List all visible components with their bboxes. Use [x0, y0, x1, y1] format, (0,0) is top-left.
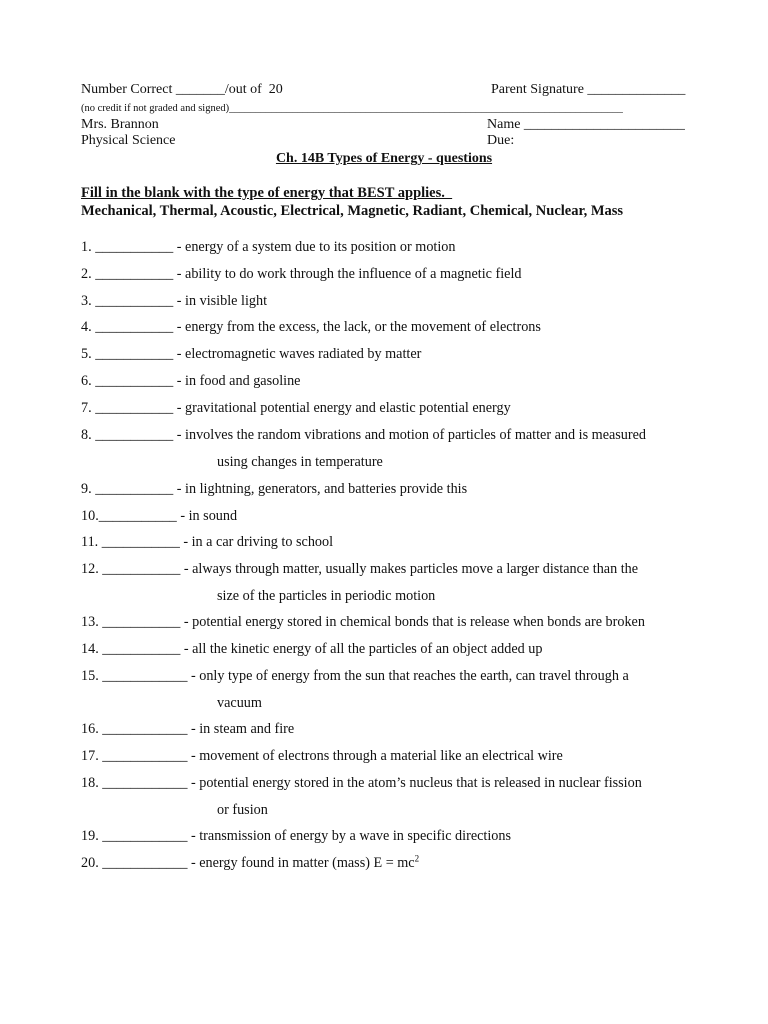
question-item	[81, 319, 541, 336]
question-text: 19. ____________ - transmission of energy by a wave in specific directions	[81, 828, 512, 844]
question-text: 7. ___________ - gravitational potential energy and elastic potential energy	[81, 400, 511, 416]
superscript: 2	[414, 853, 420, 864]
question-item	[81, 508, 237, 525]
question-item	[81, 828, 511, 845]
question-text: 2. ___________ - ability to do work through the influence of a magnetic field	[81, 266, 522, 282]
question-text: 4. ___________ - energy from the excess, the lack, or the movement of electrons	[81, 319, 541, 335]
student-name-field: Name _______________________	[487, 117, 685, 132]
number-correct: Number Correct _______/out of 20	[81, 82, 283, 97]
question-item	[81, 481, 467, 498]
question-text: 13. ___________ - potential energy stored in chemical bonds that is release when bonds are broken	[81, 614, 645, 630]
question-text: 9. ___________ - in lightning, generators, and batteries provide this	[81, 481, 468, 497]
question-text: 5. ___________ - electromagnetic waves radiated by matter	[81, 346, 422, 362]
question-item	[81, 427, 646, 471]
question-text: 14. ___________ - all the kinetic energy of all the particles of an object added up	[81, 641, 543, 657]
question-text: 1. ___________ - energy of a system due to its position or motion	[81, 239, 456, 255]
question-item	[81, 239, 456, 256]
teacher-name: Mrs. Brannon	[81, 117, 159, 132]
question-text: 8. ___________ - involves the random vibrations and motion of particles of matter and is measured	[81, 427, 647, 443]
question-item	[81, 775, 642, 819]
question-text: 16. ____________ - in steam and fire	[81, 721, 295, 737]
question-item	[81, 373, 300, 390]
question-continuation: vacuum	[217, 695, 262, 711]
question-continuation: or fusion	[217, 802, 268, 818]
question-item	[81, 534, 333, 551]
parent-signature: Parent Signature ______________	[491, 82, 686, 97]
due-field: Due:	[487, 133, 515, 148]
question-item	[81, 561, 638, 605]
worksheet-title	[0, 151, 768, 167]
question-text: 10.___________ - in sound	[81, 508, 238, 524]
question-text: 6. ___________ - in food and gasoline	[81, 373, 301, 389]
question-text: 11. ___________ - in a car driving to school	[81, 534, 334, 550]
question-continuation: using changes in temperature	[217, 454, 383, 470]
energy-types-list: Mechanical, Thermal, Acoustic, Electrical, Magnetic, Radiant, Chemical, Nuclear, Mass	[81, 203, 624, 219]
question-text: 20. ____________ - energy found in matter (mass) E = mc	[81, 855, 415, 871]
question-item	[81, 400, 511, 417]
instructions: Fill in the blank with the type of energy that BEST applies.	[81, 185, 453, 201]
question-item	[81, 614, 645, 631]
question-item	[81, 266, 522, 283]
question-text: 15. ____________ - only type of energy from the sun that reaches the earth, can travel through a	[81, 668, 629, 684]
question-item	[81, 346, 421, 363]
question-text: 17. ____________ - movement of electrons through a material like an electrical wire	[81, 748, 563, 764]
question-item	[81, 855, 419, 872]
subject-name: Physical Science	[81, 133, 176, 148]
question-text: 3. ___________ - in visible light	[81, 293, 268, 309]
no-credit-note: (no credit if not graded and signed)___________________________________________________________________________	[81, 103, 623, 114]
question-item	[81, 641, 542, 658]
question-continuation: size of the particles in periodic motion	[217, 588, 436, 604]
question-text: 12. ___________ - always through matter, usually makes particles move a larger distance than the	[81, 561, 639, 577]
question-item	[81, 293, 267, 310]
worksheet-title-text: Ch. 14B Types of Energy - questions	[275, 151, 493, 166]
question-text: 18. ____________ - potential energy stored in the atom’s nucleus that is released in nuclear fission	[81, 775, 642, 791]
question-item	[81, 721, 294, 738]
question-item	[81, 748, 563, 765]
question-item	[81, 668, 629, 712]
